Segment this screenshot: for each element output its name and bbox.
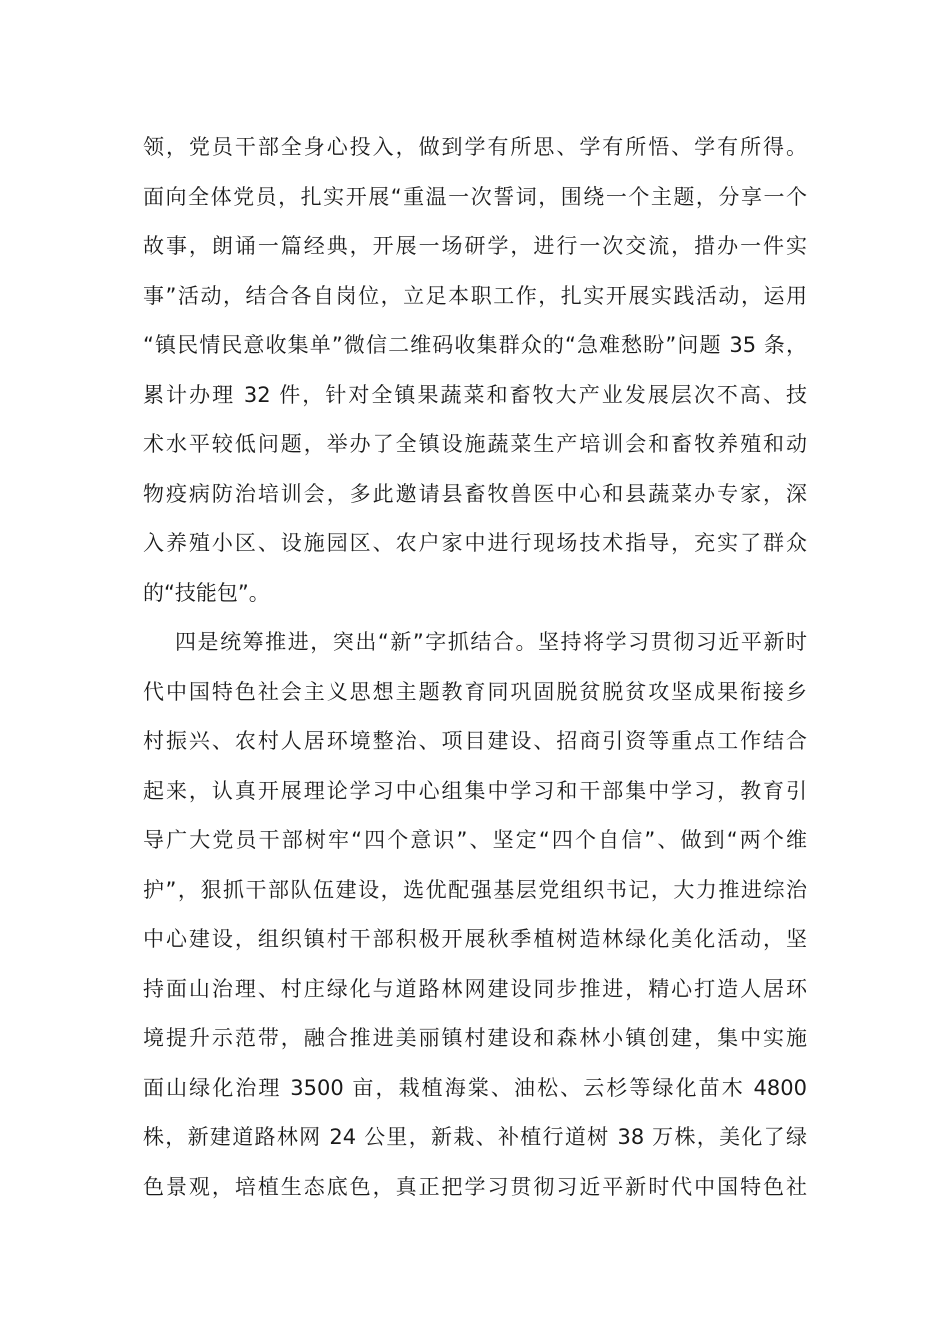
text-line: 入养殖小区、设施园区、农户家中进行现场技术指导，充实了群众: [143, 531, 807, 555]
text-line: 物疫病防治培训会，多此邀请县畜牧兽医中心和县蔬菜办专家，深: [143, 481, 807, 506]
text-line: 累计办理 32 件，针对全镇果蔬菜和畜牧大产业发展层次不高、技: [143, 382, 807, 407]
text-line: 导广大党员干部树牢“四个意识”、坚定“四个自信”、做到“两个维: [143, 828, 807, 852]
paragraph-end-line: 的“技能包”。: [143, 580, 270, 605]
text-line: 术水平较低问题，举办了全镇设施蔬菜生产培训会和畜牧养殖和动: [143, 432, 807, 456]
text-line: 中心建设，组织镇村干部积极开展秋季植树造林绿化美化活动，坚: [143, 927, 807, 951]
text-line: 领，党员干部全身心投入，做到学有所思、学有所悟、学有所得。: [143, 135, 807, 159]
text-line: 面山绿化治理 3500 亩，栽植海棠、油松、云杉等绿化苗木 4800: [143, 1075, 807, 1100]
text-line: 起来，认真开展理论学习中心组集中学习和干部集中学习，教育引: [143, 778, 807, 803]
text-line: 持面山治理、村庄绿化与道路林网建设同步推进，精心打造人居环: [143, 976, 807, 1001]
text-line: 事”活动，结合各自岗位，立足本职工作，扎实开展实践活动，运用: [143, 283, 807, 308]
text-line: 株，新建道路林网 24 公里，新栽、补植行道树 38 万株，美化了绿: [143, 1125, 807, 1149]
paragraph-start-line: 四是统筹推进，突出“新”字抓结合。坚持将学习贯彻习近平新时: [175, 630, 807, 654]
text-line: 故事，朗诵一篇经典，开展一场研学，进行一次交流，措办一件实: [143, 234, 807, 258]
text-line: 面向全体党员，扎实开展“重温一次誓词，围绕一个主题，分享一个: [143, 184, 807, 209]
body-text: [143, 123, 807, 1212]
text-line: 境提升示范带，融合推进美丽镇村建设和森林小镇创建，集中实施: [143, 1026, 807, 1050]
text-line: “镇民情民意收集单”微信二维码收集群众的“急难愁盼”问题 35 条，: [143, 333, 807, 357]
text-line: 色景观，培植生态底色，真正把学习贯彻习近平新时代中国特色社: [143, 1174, 807, 1199]
text-line: 村振兴、农村人居环境整治、项目建设、招商引资等重点工作结合: [143, 729, 807, 753]
text-line: 代中国特色社会主义思想主题教育同巩固脱贫脱贫攻坚成果衔接乡: [143, 679, 807, 704]
text-line: 护”，狠抓干部队伍建设，选优配强基层党组织书记，大力推进综治: [143, 877, 807, 902]
